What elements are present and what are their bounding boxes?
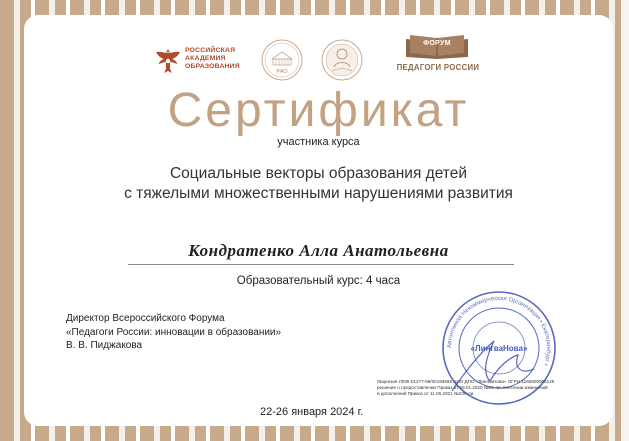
license-line-2: решение о предоставлении Приказ от 09.01.2020 №06-ли, внесении изменений xyxy=(377,384,548,390)
director-block xyxy=(66,312,281,353)
license-note xyxy=(377,379,609,396)
forum-logo xyxy=(393,33,481,79)
recipient-name: Кондратенко Алла Анатольевна xyxy=(188,241,449,260)
director-line-1: Директор Всероссийского Форума xyxy=(66,313,225,324)
course-title-line-2: с тяжелыми множественными нарушениями развития xyxy=(124,185,513,202)
director-line-3: В. В. Пиджакова xyxy=(66,340,143,351)
forum-label: ФОРУМ xyxy=(423,40,451,47)
course-hours: Образовательный курс: 4 часа xyxy=(236,275,401,287)
course-title xyxy=(24,164,613,204)
ran-line-3: ОБРАЗОВАНИЯ xyxy=(185,63,240,70)
certificate-title: Сертификат xyxy=(167,84,470,137)
certificate-card xyxy=(24,15,613,426)
ran-logo xyxy=(155,45,265,77)
anniversary-emblem-icon xyxy=(320,37,364,83)
rao-emblem-icon xyxy=(260,37,304,83)
name-underline xyxy=(128,264,514,265)
certificate-date: 22-26 января 2024 г. xyxy=(260,406,364,418)
license-line-1: Лицензия Л035-01277-66/00193666 АНО ДПО «ЛингваНова» ОГРН 1166600005126 xyxy=(377,379,555,384)
license-line-3: и дополнений Приказ от 11.06.2021 №230-ли xyxy=(377,390,474,396)
director-line-2: «Педагоги России: инновации в образовании» xyxy=(66,326,282,338)
stamp-center-text: «ЛингваНова» xyxy=(470,344,528,353)
forum-subtitle: ПЕДАГОГИ РОССИИ xyxy=(396,63,480,72)
certificate-subtitle: участника курса xyxy=(277,136,360,148)
course-title-line-1: Социальные векторы образования детей xyxy=(169,165,468,182)
stamp-ring-text: Автономная Некоммерческая Организация • Екатеринбург • xyxy=(446,295,552,367)
eagle-icon xyxy=(155,47,181,75)
rao-label: РАО xyxy=(276,69,288,75)
ran-line-1: РОССИЙСКАЯ xyxy=(185,47,236,54)
ran-line-2: АКАДЕМИЯ xyxy=(185,55,226,62)
page-edge xyxy=(621,0,629,441)
ran-logo-text xyxy=(185,47,240,71)
